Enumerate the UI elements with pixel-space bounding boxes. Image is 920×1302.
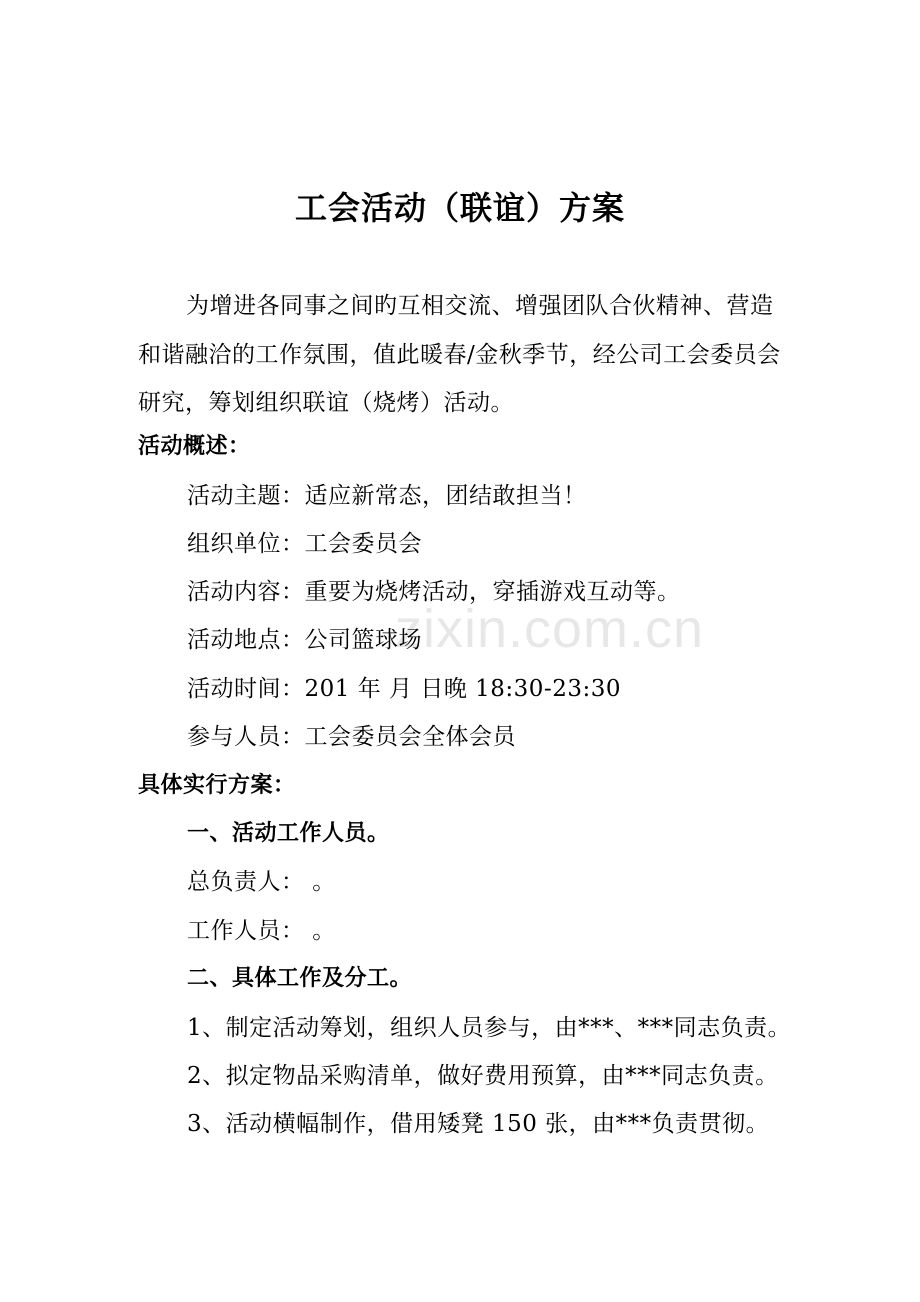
- section1-item-staff: 工作人员： 。: [187, 918, 336, 944]
- section1-heading: 一、活动工作人员。: [187, 821, 390, 846]
- overview-heading: 活动概述：: [138, 434, 251, 459]
- section2-item-3: 3、活动横幅制作，借用矮凳 150 张，由***负责贯彻。: [187, 1111, 770, 1137]
- section2-heading: 二、具体工作及分工。: [187, 966, 413, 991]
- overview-item-time: 活动时间：201 年 月 日晚 18:30-23:30: [187, 676, 621, 702]
- section1-item-leader: 总负责人： 。: [187, 869, 336, 895]
- overview-item-organizer: 组织单位：工会委员会: [187, 531, 422, 557]
- overview-item-content: 活动内容：重要为烧烤活动，穿插游戏互动等。: [187, 579, 681, 605]
- overview-item-participants: 参与人员：工会委员会全体会员: [187, 724, 516, 750]
- overview-item-location: 活动地点：公司篮球场: [187, 627, 422, 653]
- intro-paragraph: 为增进各同事之间旳互相交流、增强团队合伙精神、营造和谐融洽的工作氛围，值此暖春/金秋季节，经公司工会委员会研究，筹划组织联谊（烧烤）活动。: [138, 293, 781, 416]
- section2-item-1: 1、制定活动筹划，组织人员参与，由***、***同志负责。: [187, 1015, 792, 1041]
- document-title: 工会活动（联谊）方案: [294, 189, 625, 227]
- section2-item-2: 2、拟定物品采购清单，做好费用预算，由***同志负责。: [187, 1063, 779, 1089]
- overview-item-theme: 活动主题：适应新常态，团结敢担当！: [187, 483, 587, 509]
- watermark-text: zixin.com.cn: [395, 599, 705, 659]
- plan-heading: 具体实行方案：: [138, 773, 296, 798]
